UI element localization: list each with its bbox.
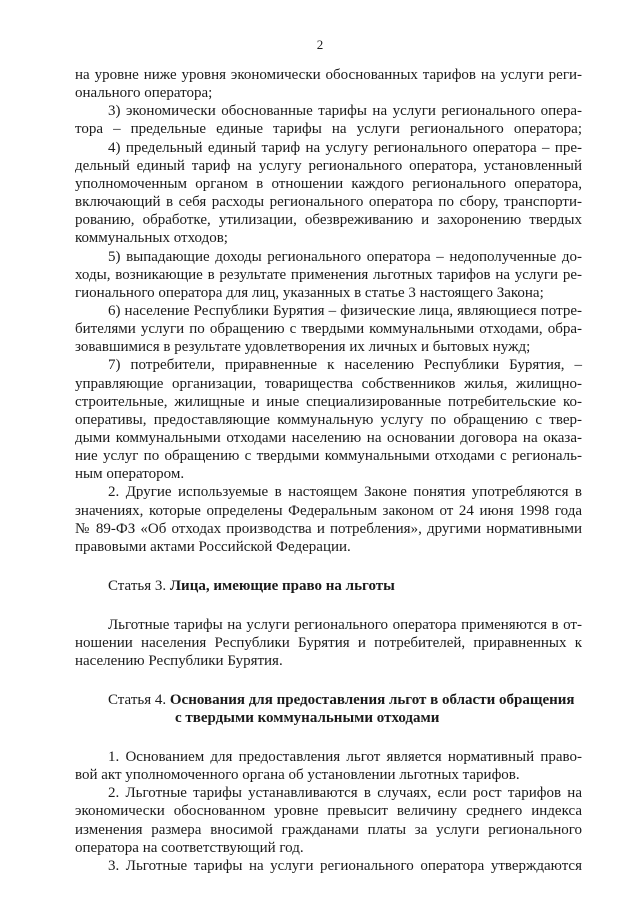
text-line: № 89-ФЗ «Об отходах производства и потребления», другими нормативными — [75, 521, 582, 537]
text-line: ние услуг по обращению с твердыми коммунальными отходами с региональ- — [75, 448, 582, 464]
text-line: дыми коммунальными отходами населению на основании договора на оказа- — [75, 430, 582, 446]
page-number: 2 — [316, 37, 324, 52]
text-line: управляющие организации, товарищества собственников жилья, жилищно- — [75, 376, 582, 392]
text-line: 6) население Республики Бурятия – физические лица, являющиеся потре- — [108, 303, 582, 319]
text-line: 1. Основанием для предоставления льгот является нормативный право- — [108, 749, 582, 765]
text-line: гионального оператора для лиц, указанных в статье 3 настоящего Закона; — [75, 285, 544, 301]
text-line: рованию, обработке, утилизации, обезвреживанию и захоронению твердых — [75, 212, 582, 228]
text-line: онального оператора; — [75, 85, 213, 101]
text-line: 2. Другие используемые в настоящем Законе понятия употребляются в — [108, 484, 582, 500]
text-line: тора – предельные единые тарифы на услуги регионального оператора; — [75, 121, 582, 137]
text-line: вой акт уполномоченного органа об установлении льготных тарифов. — [75, 767, 520, 783]
text-line: оперативы, предоставляющие коммунальную услугу по обращению с твер- — [75, 412, 582, 428]
text-line: 3) экономически обоснованные тарифы на услуги регионального опера- — [108, 103, 582, 119]
text-line: зовавшимися в результате удовлетворения их личных и бытовых нужд; — [75, 339, 531, 355]
text-line: правовыми актами Российской Федерации. — [75, 539, 351, 555]
text-line: 2. Льготные тарифы устанавливаются в случаях, если рост тарифов на — [108, 785, 582, 801]
text-line: ным оператором. — [75, 466, 185, 482]
text-line: экономически обоснованном уровне превысит величину среднего индекса — [75, 803, 582, 819]
text-line: ношении населения Республики Бурятия и потребителей, приравненных к — [75, 635, 582, 651]
text-line: на уровне ниже уровня экономически обоснованных тарифов на услуги реги- — [75, 67, 582, 83]
text-line: оператора на соответствующий год. — [75, 840, 304, 856]
text-line: 7) потребители, приравненные к населению Республики Бурятия, – — [108, 357, 582, 373]
article-4-title-line1: Основания для предоставления льгот в области обращения — [169, 692, 575, 708]
text-line: ходы, возникающие в результате применения льготных тарифов на услуги ре- — [75, 267, 582, 283]
article-3-prefix: Статья 3. — [108, 578, 170, 594]
text-line: изменения размера вносимой гражданами платы за услуги регионального — [75, 822, 582, 838]
article-4-heading — [108, 691, 575, 709]
article-4-prefix: Статья 4. — [108, 692, 170, 708]
text-line: 3. Льготные тарифы на услуги регионального оператора утверждаются — [108, 858, 582, 874]
article-4-title-line2: с твердыми коммунальными отходами — [175, 710, 440, 726]
text-line: 5) выпадающие доходы регионального оператора – недополученные до- — [108, 249, 582, 265]
text-line: дельный единый тариф на услугу регионального оператора, установленный — [75, 158, 582, 174]
text-line: Льготные тарифы на услуги регионального оператора применяются в от- — [108, 617, 582, 633]
text-line: строительные, жилищные и иные специализированные потребительские ко- — [75, 394, 582, 410]
text-line: бителями услуги по обращению с твердыми коммунальными отходами, обра- — [75, 321, 582, 337]
text-line: включающий в себя расходы регионального оператора по сбору, транспорти- — [75, 194, 582, 210]
text-line: 4) предельный единый тариф на услугу регионального оператора – пре- — [108, 140, 582, 156]
text-line: значениях, которые определены Федеральным законом от 24 июня 1998 года — [75, 503, 582, 519]
text-line: коммунальных отходов; — [75, 230, 228, 246]
article-3-heading — [108, 577, 395, 595]
text-line: уполномоченным органом в отношении каждого регионального оператора, — [75, 176, 582, 192]
article-3-title: Лица, имеющие право на льготы — [169, 578, 395, 594]
text-line: населению Республики Бурятия. — [75, 653, 283, 669]
